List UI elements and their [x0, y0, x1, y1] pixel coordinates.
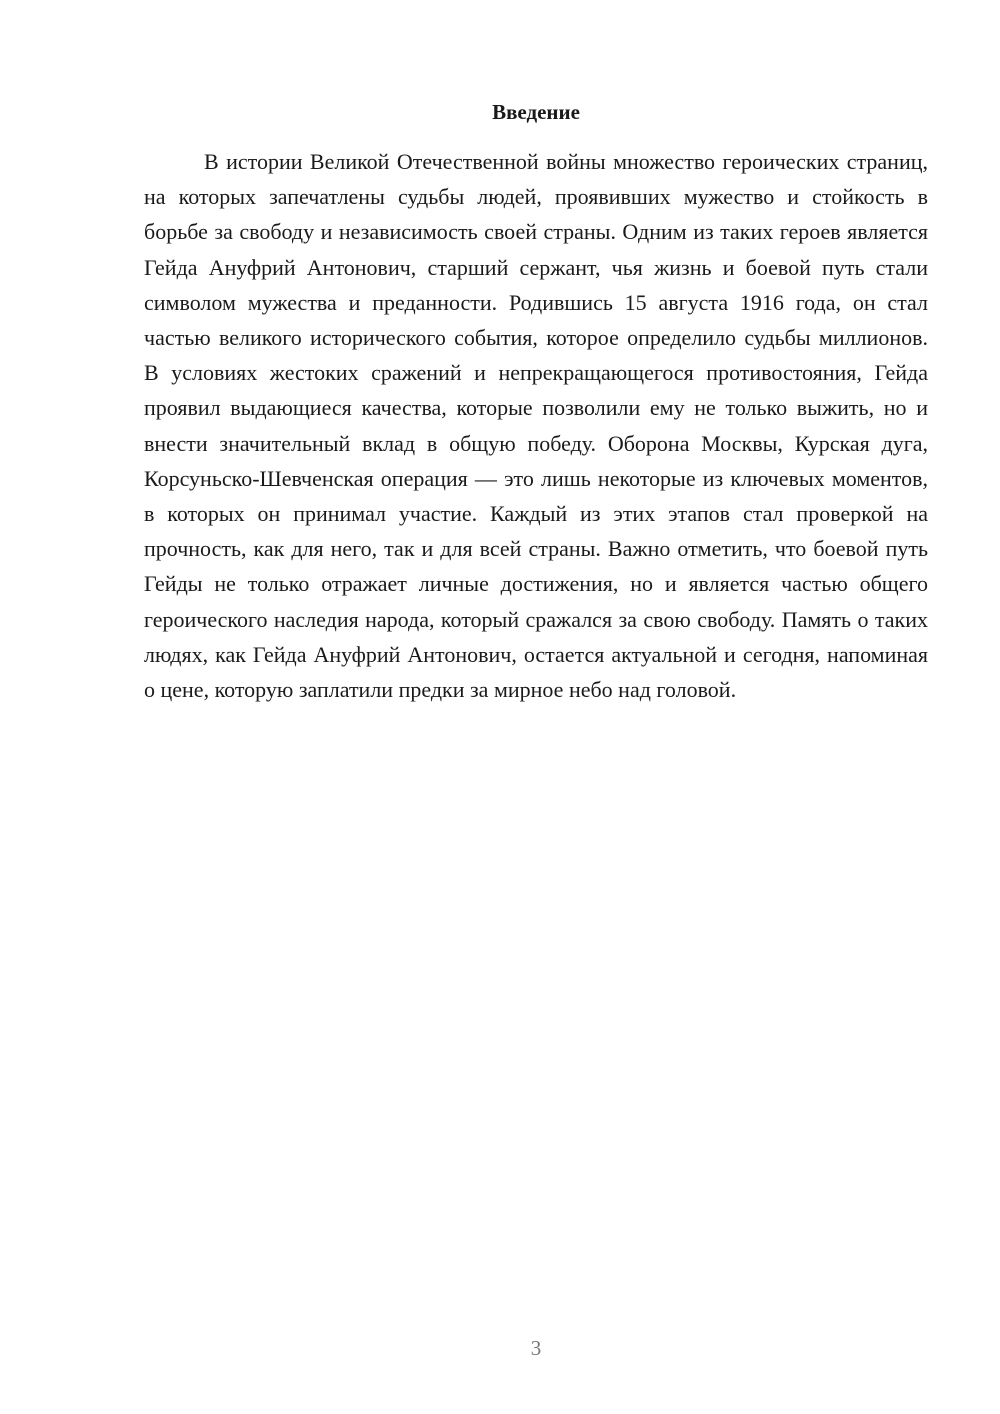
- body-paragraph: В истории Великой Отечественной войны множество героических страниц, на которых запечатлены судьбы людей, проявивших мужество и стойкость в борьбе за свободу и независимость своей страны. Одним из таких героев является Гейда Ануфрий Антонович, старший сержант, чья жизнь и боевой путь стали символом мужества и преданности. Родившись 15 августа 1916 года, он стал частью великого исторического события, которое определило судьбы миллионов. В условиях жестоких сражений и непрекращающегося противостояния, Гейда проявил выдающиеся качества, которые позволили ему не только выжить, но и внести значительный вклад в общую победу. Оборона Москвы, Курская дуга, Корсуньско-Шевченская операция — это лишь некоторые из ключевых моментов, в которых он принимал участие. Каждый из этих этапов стал проверкой на прочность, как для него, так и для всей страны. Важно отметить, что боевой путь Гейды не только отражает личные достижения, но и является частью общего героического наследия народа, который сражался за свою свободу. Память о таких людях, как Гейда Ануфрий Антонович, остается актуальной и сегодня, напоминая о цене, которую заплатили предки за мирное небо над головой.: [144, 149, 928, 703]
- section-title: Введение: [492, 100, 580, 124]
- page-number: 3: [530, 1336, 542, 1360]
